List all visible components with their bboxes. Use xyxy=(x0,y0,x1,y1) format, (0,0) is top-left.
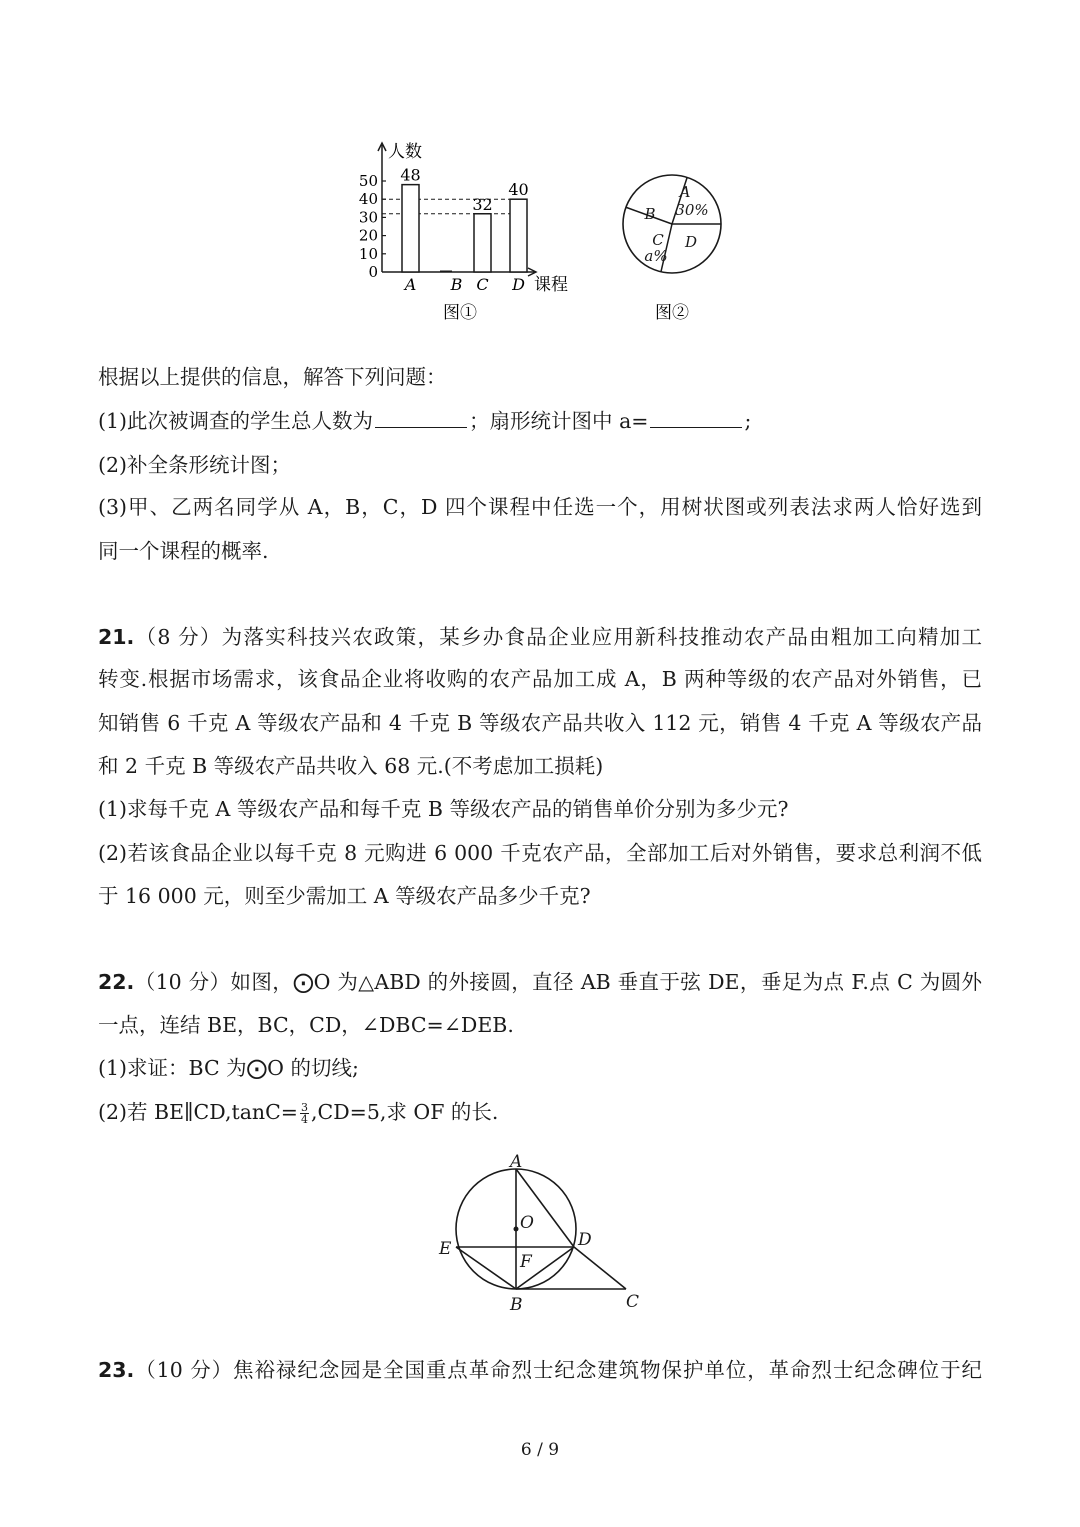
answer-blank-a xyxy=(650,407,742,428)
bar-chart-figure xyxy=(350,135,590,335)
q21-line2: 转变.根据市场需求，该食品企业将收购的农产品加工成 A，B 两种等级的农产品对外销售，已 xyxy=(98,667,982,691)
figure2-caption: 图② xyxy=(655,303,689,323)
data-label-c: 32 xyxy=(472,194,493,214)
data-label-d: 40 xyxy=(508,180,529,200)
q20-part1 xyxy=(98,406,751,436)
label-b: B xyxy=(510,1295,523,1315)
q23-number: 23. xyxy=(98,1358,135,1382)
label-d: D xyxy=(578,1230,592,1250)
q20-intro: 根据以上提供的信息，解答下列问题： xyxy=(98,365,447,389)
fraction-three-quarters xyxy=(300,1102,309,1125)
q20-part3-line1: (3)甲、乙两名同学从 A，B，C，D 四个课程中任选一个，用树状图或列表法求两人恰好选到 xyxy=(98,495,982,519)
pie-chart-figure xyxy=(610,135,740,335)
q21-part2-line1: (2)若该食品企业以每千克 8 元购进 6 000 千克农产品，全部加工后对外销售，要求总利润不低 xyxy=(98,841,982,865)
slice-label-c: C xyxy=(652,231,664,249)
y-tick-label: 50 xyxy=(358,172,378,190)
bar-d xyxy=(510,199,527,272)
q22-part2-text-a: (2)若 BE∥CD,tanC= xyxy=(98,1100,298,1124)
q21-line3: 知销售 6 千克 A 等级农产品和 4 千克 B 等级农产品共收入 112 元，销售 4 千克 A 等级农产品 xyxy=(98,711,982,735)
label-a: A xyxy=(510,1152,523,1172)
label-f: F xyxy=(520,1252,532,1272)
label-o: O xyxy=(520,1213,534,1233)
q21-number: 21. xyxy=(98,625,135,649)
q21-part1: (1)求每千克 A 等级农产品和每千克 B 等级农产品的销售单价分别为多少元? xyxy=(98,797,789,821)
bar-a xyxy=(402,185,419,272)
q21-line1 xyxy=(98,622,982,652)
q22-part1: (1)求证：BC 为⨀O 的切线; xyxy=(98,1056,359,1080)
q20-part3-line2: 同一个课程的概率. xyxy=(98,539,269,563)
category-label-b: B xyxy=(450,275,463,294)
slice-label-a: A xyxy=(679,183,691,201)
center-point-o xyxy=(514,1227,519,1232)
q21-line1-text: （8 分）为落实科技兴农政策，某乡办食品企业应用新科技推动农产品由粗加工向精加工 xyxy=(134,625,982,649)
figure1-caption: 图① xyxy=(443,303,477,323)
answer-blank-total xyxy=(375,407,467,428)
label-e: E xyxy=(439,1239,452,1259)
fraction-numerator: 3 xyxy=(301,1101,308,1114)
y-tick-label: 10 xyxy=(358,244,378,263)
q20-part2: (2)补全条形统计图； xyxy=(98,453,292,477)
q22-part2-text-b: ,CD=5,求 OF 的长. xyxy=(311,1100,499,1124)
q23-line1-text: （10 分）焦裕禄纪念园是全国重点革命烈士纪念建筑物保护单位，革命烈士纪念碑位于纪 xyxy=(134,1358,982,1382)
pie-chart-plot xyxy=(623,175,721,273)
category-label-c: C xyxy=(476,275,489,294)
q22-number: 22. xyxy=(98,970,135,994)
data-label-a: 48 xyxy=(400,165,421,185)
category-label-d: D xyxy=(512,275,525,294)
slice-label-d: D xyxy=(684,233,698,251)
q22-part2 xyxy=(98,1097,498,1127)
y-tick-label: 20 xyxy=(358,226,378,245)
q22-line1 xyxy=(98,967,982,997)
x-axis-label: 课程 xyxy=(534,275,568,295)
segment-eb xyxy=(456,1247,516,1289)
segment-ad xyxy=(516,1169,574,1247)
y-tick-label: 30 xyxy=(358,208,378,227)
slice-label-b: B xyxy=(644,205,656,223)
slice-percent-a: 30% xyxy=(675,201,709,219)
segment-dc xyxy=(574,1247,626,1289)
page-number: 6 / 9 xyxy=(520,1440,560,1460)
q22-line1-text: （10 分）如图，⨀O 为△ABD 的外接圆，直径 AB 垂直于弦 DE，垂足为点 F.点 C 为圆外 xyxy=(134,970,982,994)
bar-c xyxy=(474,214,491,272)
y-tick-label: 0 xyxy=(368,263,378,281)
y-axis-label: 人数 xyxy=(388,142,422,162)
y-tick-label: 40 xyxy=(358,190,378,209)
q21-part2-line2: 于 16 000 元，则至少需加工 A 等级农产品多少千克? xyxy=(98,884,591,908)
label-c: C xyxy=(626,1292,640,1312)
circle-geometry-figure xyxy=(430,1150,650,1320)
q20-part1-text-a: (1)此次被调查的学生总人数为 xyxy=(98,409,374,433)
fraction-denominator: 4 xyxy=(301,1113,308,1126)
bar-chart-plot xyxy=(359,142,568,295)
q20-part1-text-c: ; xyxy=(744,409,752,433)
q21-line4: 和 2 千克 B 等级农产品共收入 68 元.(不考虑加工损耗) xyxy=(98,754,604,778)
q20-part1-text-b: ；扇形统计图中 a= xyxy=(469,409,649,433)
category-label-a: A xyxy=(404,275,417,294)
q23-line1 xyxy=(98,1355,982,1385)
q22-line2: 一点，连结 BE，BC，CD，∠DBC=∠DEB. xyxy=(98,1013,514,1037)
slice-percent-c: a% xyxy=(644,247,668,265)
